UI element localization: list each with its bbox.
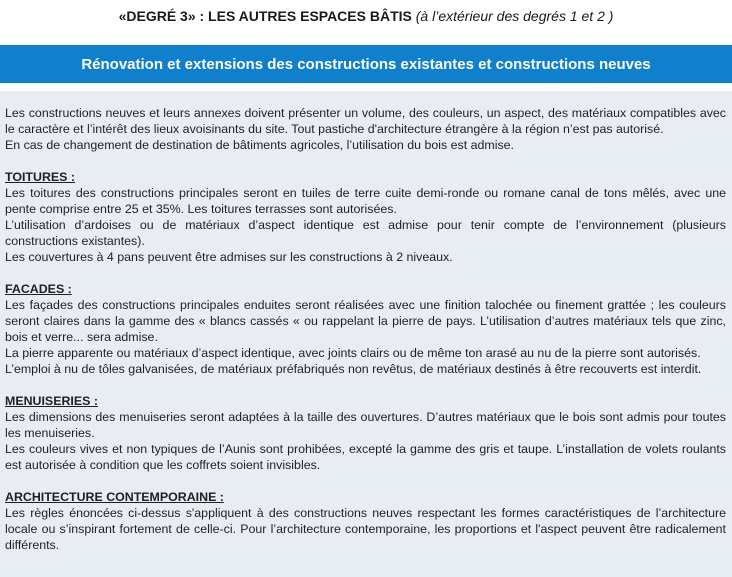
title-main: «DEGRÉ 3» : LES AUTRES ESPACES BÂTIS — [118, 8, 412, 24]
intro-block — [5, 105, 726, 153]
section-banner — [0, 45, 732, 83]
section-heading: FACADES : — [5, 282, 72, 296]
title-sub: (à l’extérieur des degrés 1 et 2 ) — [415, 8, 614, 24]
section-heading: MENUISERIES : — [5, 394, 98, 408]
section-architecture-contemporaine — [5, 489, 726, 553]
section-paragraph: Les couleurs vives et non typiques de l’Aunis sont prohibées, excepté la gamme des gris et taupe. L’installation de volets roulants est autorisée à condition que les coffrets soient invisibles. — [5, 442, 726, 472]
section-paragraph: Les règles énoncées ci-dessus s'appliquent à des constructions neuves respectant les formes caractéristiques de l’architecture locale ou s’inspirant fortement de celle-ci. Pour l’architecture contemporaine, les proportions et l'aspect peuvent être radicalement différents. — [5, 506, 726, 552]
section-paragraph: La pierre apparente ou matériaux d’aspect identique, avec joints clairs ou de même ton arasé au nu de la pierre sont autorisés. — [5, 346, 701, 360]
section-toitures — [5, 169, 726, 265]
section-facades — [5, 281, 726, 377]
section-menuiseries — [5, 393, 726, 473]
intro-paragraph: Les constructions neuves et leurs annexes doivent présenter un volume, des couleurs, un aspect, des matériaux compatibles avec le caractère et l’intérêt des lieux avoisinants du site. Tout pastiche d'architecture étrangère à la région n’est pas autorisé. — [5, 106, 726, 136]
section-heading: ARCHITECTURE CONTEMPORAINE : — [5, 490, 224, 504]
section-paragraph: L’emploi à nu de tôles galvanisées, de matériaux préfabriqués non revêtus, de matériaux destinés à être recouverts est interdit. — [5, 362, 702, 376]
regulation-text — [0, 91, 732, 577]
section-paragraph: Les façades des constructions principales enduites seront réalisées avec une finition talochée ou finement grattée ; les couleurs seront claires dans la gamme des « blancs cassés « ou rappelant la pierre de pays. L’utilisation d’autres matériaux tels que zinc, bois et verre... sera admise. — [5, 298, 726, 344]
section-paragraph: L’utilisation d’ardoises ou de matériaux d’aspect identique est admise pour tenir compte de l’environnement (plusieurs constructions existantes). — [5, 218, 726, 248]
section-heading: TOITURES : — [5, 170, 75, 184]
banner-text: Rénovation et extensions des constructions existantes et constructions neuves — [81, 55, 651, 73]
section-paragraph: Les couvertures à 4 pans peuvent être admises sur les constructions à 2 niveaux. — [5, 250, 453, 264]
page-title — [0, 8, 732, 24]
section-paragraph: Les dimensions des menuiseries seront adaptées à la taille des ouvertures. D’autres matériaux que le bois sont admis pour toutes les menuiseries. — [5, 410, 726, 440]
intro-paragraph: En cas de changement de destination de bâtiments agricoles, l’utilisation du bois est admise. — [5, 138, 515, 152]
section-paragraph: Les toitures des constructions principales seront en tuiles de terre cuite demi-ronde ou romane canal de tons mêlés, avec une pente comprise entre 25 et 35%. Les toitures terrasses sont autorisées. — [5, 186, 726, 216]
